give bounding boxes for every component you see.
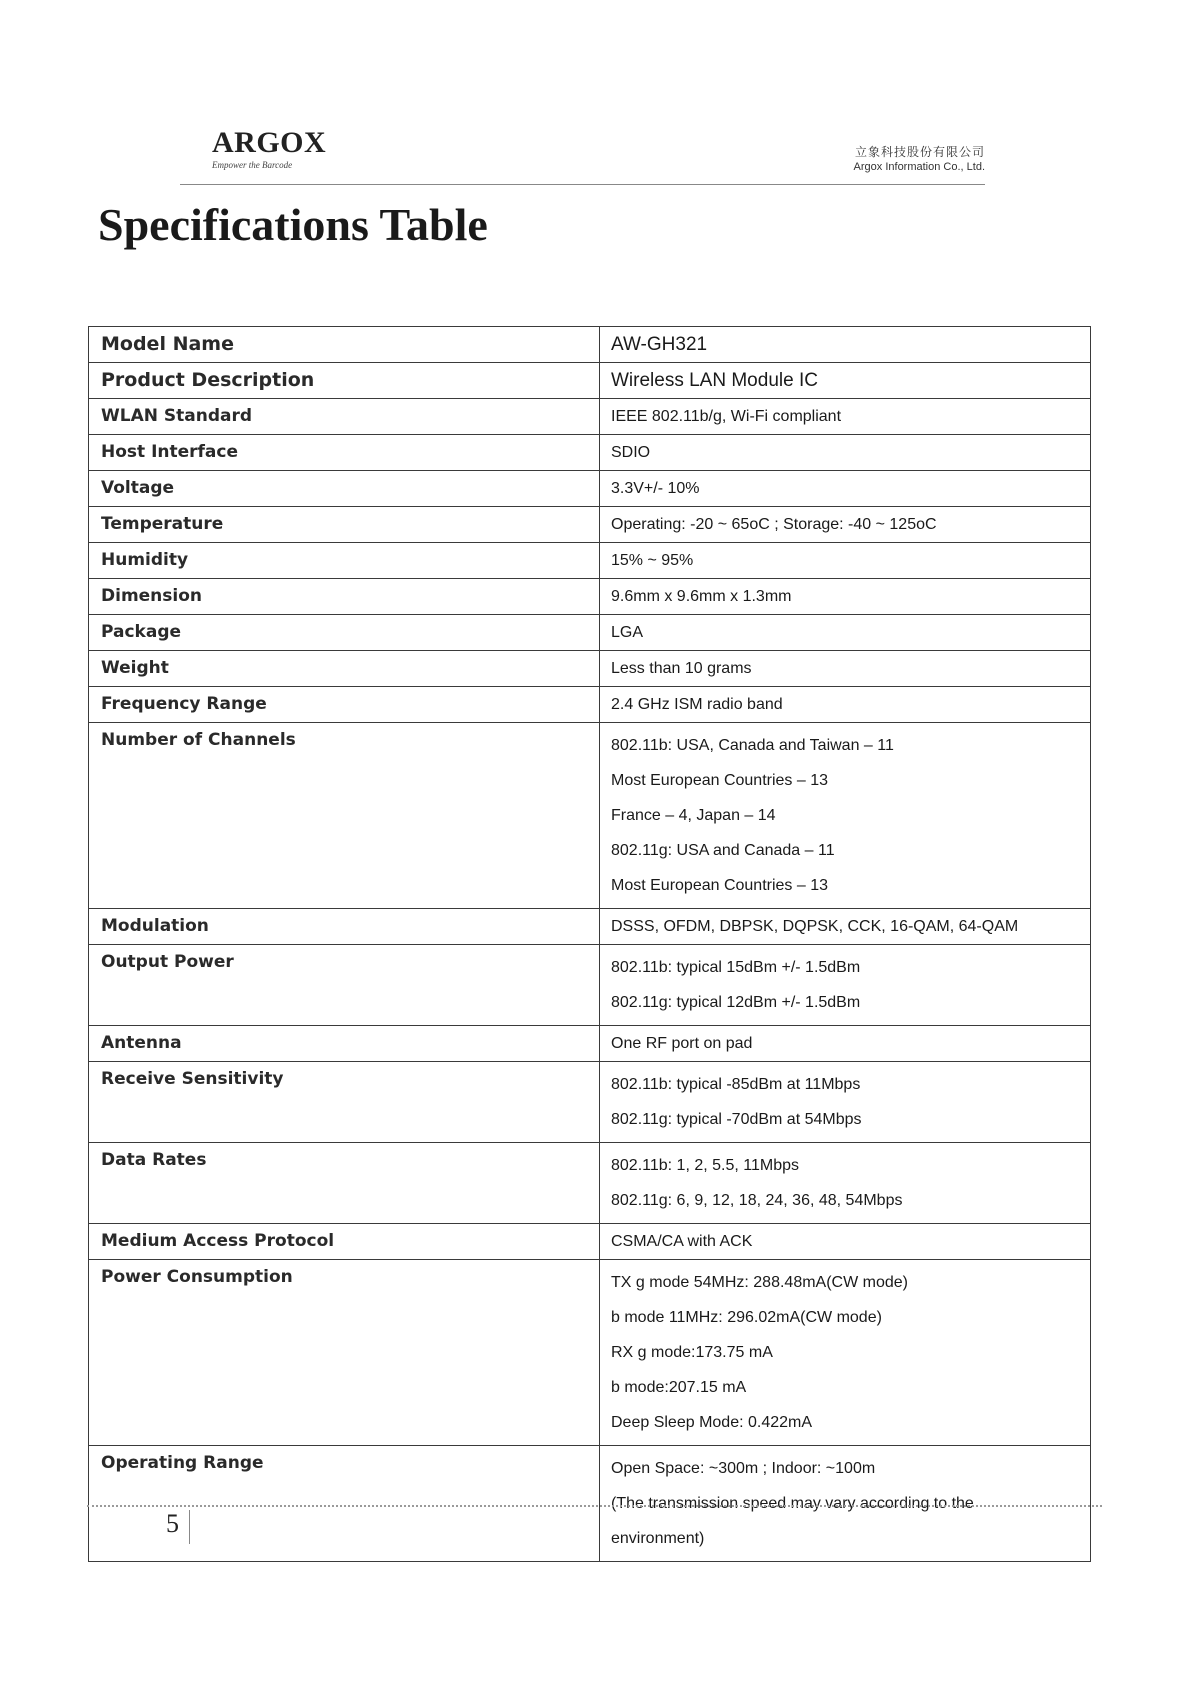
spec-value (600, 1062, 1091, 1143)
spec-value-line: (The transmission speed may vary according to the (611, 1495, 974, 1512)
spec-label: Product Description (89, 363, 600, 399)
spec-value-line: SDIO (611, 444, 651, 461)
table-row (89, 723, 1091, 909)
spec-value (600, 1026, 1091, 1062)
company-info (854, 143, 985, 173)
spec-label: Host Interface (89, 435, 600, 471)
spec-value-line: 802.11g: typical -70dBm at 54Mbps (611, 1111, 862, 1128)
spec-label: WLAN Standard (89, 399, 600, 435)
argox-logo (212, 128, 326, 170)
spec-value-line: 802.11g: typical 12dBm +/- 1.5dBm (611, 994, 861, 1011)
table-row (89, 327, 1091, 363)
spec-value-line: b mode 11MHz: 296.02mA(CW mode) (611, 1309, 882, 1326)
spec-label: Operating Range (89, 1446, 600, 1562)
spec-label: Weight (89, 651, 600, 687)
spec-value-line: IEEE 802.11b/g, Wi-Fi compliant (611, 408, 842, 425)
spec-value (600, 945, 1091, 1026)
spec-value-line: environment) (611, 1530, 705, 1547)
specifications-table-body (89, 327, 1091, 1562)
spec-value (600, 723, 1091, 909)
table-row (89, 909, 1091, 945)
spec-label: Frequency Range (89, 687, 600, 723)
spec-label: Model Name (89, 327, 600, 363)
spec-value-line: DSSS, OFDM, DBPSK, DQPSK, CCK, 16-QAM, 64-QAM (611, 918, 1019, 935)
spec-value (600, 1143, 1091, 1224)
spec-value-line: LGA (611, 624, 644, 641)
table-row (89, 615, 1091, 651)
company-name-english: Argox Information Co., Ltd. (853, 161, 985, 173)
spec-value-line: 15% ~ 95% (611, 552, 694, 569)
spec-value-line: Wireless LAN Module IC (611, 370, 818, 391)
spec-value-line: 802.11b: USA, Canada and Taiwan – 11 (611, 737, 894, 754)
table-row (89, 651, 1091, 687)
spec-value (600, 651, 1091, 687)
spec-value (600, 579, 1091, 615)
spec-value (600, 543, 1091, 579)
spec-label: Voltage (89, 471, 600, 507)
spec-label: Power Consumption (89, 1260, 600, 1446)
page-number-separator (189, 1510, 190, 1544)
spec-value-line: RX g mode:173.75 mA (611, 1344, 773, 1361)
spec-value (600, 909, 1091, 945)
table-row (89, 1026, 1091, 1062)
spec-label: Data Rates (89, 1143, 600, 1224)
spec-value (600, 687, 1091, 723)
spec-value (600, 471, 1091, 507)
spec-value-line: TX g mode 54MHz: 288.48mA(CW mode) (611, 1274, 908, 1291)
spec-value-line: b mode:207.15 mA (611, 1379, 747, 1396)
company-name-chinese: 立象科技股份有限公司 (854, 145, 985, 159)
spec-value-line: France – 4, Japan – 14 (611, 807, 776, 824)
spec-value-line: Deep Sleep Mode: 0.422mA (611, 1414, 813, 1431)
page-title: Specifications Table (98, 199, 488, 250)
spec-value (600, 615, 1091, 651)
spec-value-line: Less than 10 grams (611, 660, 752, 677)
spec-value (600, 435, 1091, 471)
specifications-table (88, 326, 1091, 1562)
table-row (89, 399, 1091, 435)
table-row (89, 1260, 1091, 1446)
table-row (89, 543, 1091, 579)
table-row (89, 471, 1091, 507)
spec-value (600, 399, 1091, 435)
spec-label: Receive Sensitivity (89, 1062, 600, 1143)
spec-value-line: CSMA/CA with ACK (611, 1233, 753, 1250)
logo-tagline: Empower the Barcode (212, 160, 293, 170)
spec-label: Output Power (89, 945, 600, 1026)
spec-label: Number of Channels (89, 723, 600, 909)
spec-value-line: 802.11g: USA and Canada – 11 (611, 842, 835, 859)
table-row (89, 1224, 1091, 1260)
spec-value-line: 802.11b: 1, 2, 5.5, 11Mbps (611, 1157, 799, 1174)
spec-value-line: One RF port on pad (611, 1035, 753, 1052)
spec-value (600, 1446, 1091, 1562)
spec-value (600, 507, 1091, 543)
logo-text: ARGOX (212, 126, 327, 159)
spec-value-line: Open Space: ~300m ; Indoor: ~100m (611, 1460, 876, 1477)
spec-value-line: 2.4 GHz ISM radio band (611, 696, 783, 713)
spec-value (600, 1260, 1091, 1446)
spec-value (600, 327, 1091, 363)
table-row (89, 1446, 1091, 1562)
spec-value-line: Most European Countries – 13 (611, 772, 829, 789)
spec-label: Antenna (89, 1026, 600, 1062)
spec-value-line: Most European Countries – 13 (611, 877, 829, 894)
spec-value-line: Operating: -20 ~ 65oC ; Storage: -40 ~ 125oC (611, 516, 937, 533)
spec-value-line: 3.3V+/- 10% (611, 480, 700, 497)
spec-value-line: 9.6mm x 9.6mm x 1.3mm (611, 588, 792, 605)
header-divider (180, 184, 985, 185)
table-row (89, 579, 1091, 615)
footer-divider (87, 1505, 1102, 1507)
spec-label: Modulation (89, 909, 600, 945)
spec-value-line: 802.11b: typical 15dBm +/- 1.5dBm (611, 959, 861, 976)
spec-value-line: 802.11b: typical -85dBm at 11Mbps (611, 1076, 861, 1093)
spec-label: Humidity (89, 543, 600, 579)
spec-value (600, 1224, 1091, 1260)
table-row (89, 687, 1091, 723)
table-row (89, 1143, 1091, 1224)
spec-value (600, 363, 1091, 399)
table-row (89, 507, 1091, 543)
spec-value-line: AW-GH321 (611, 334, 708, 355)
spec-label: Temperature (89, 507, 600, 543)
spec-label: Medium Access Protocol (89, 1224, 600, 1260)
table-row (89, 435, 1091, 471)
spec-label: Package (89, 615, 600, 651)
spec-label: Dimension (89, 579, 600, 615)
page-number: 5 (166, 1509, 179, 1538)
table-row (89, 363, 1091, 399)
spec-value-line: 802.11g: 6, 9, 12, 18, 24, 36, 48, 54Mbps (611, 1192, 903, 1209)
table-row (89, 945, 1091, 1026)
table-row (89, 1062, 1091, 1143)
